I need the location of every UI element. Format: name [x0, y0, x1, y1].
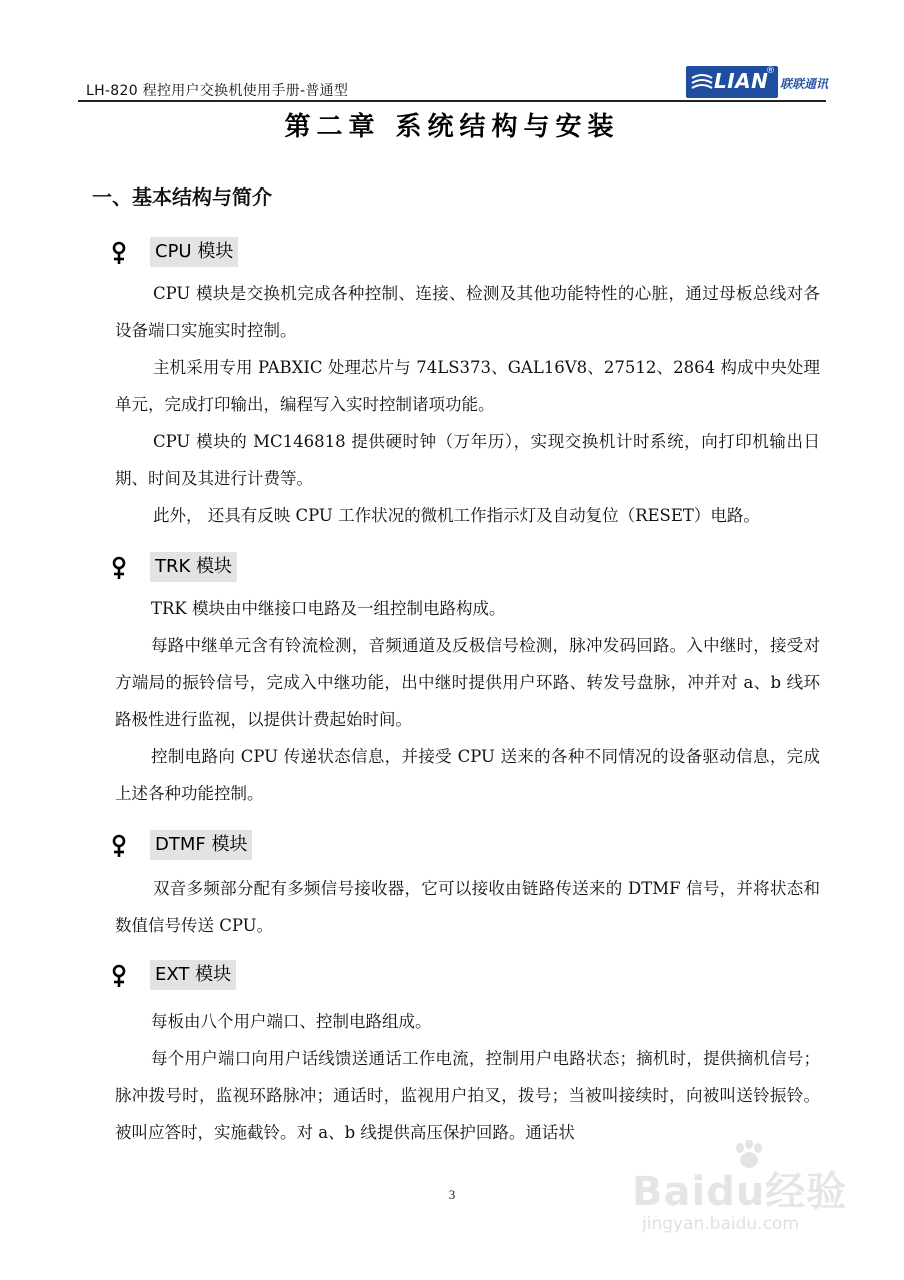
female-symbol-icon	[110, 556, 128, 580]
paragraph: 双音多频部分配有多频信号接收器，它可以接收由链路传送来的 DTMF 信号，并将状态和数值信号传送 CPU。	[115, 879, 820, 935]
company-logo	[686, 66, 829, 100]
paragraph: 主机采用专用 PABXIC 处理芯片与 74LS373、GAL16V8、27512、2864 构成中央处理单元，完成打印输出，编程写入实时控制诸项功能。	[115, 358, 820, 414]
paragraph: CPU 模块的 MC146818 提供硬时钟（万年历），实现交换机计时系统，向打印机输出日期、时间及其进行计费等。	[115, 432, 820, 488]
module-label: CPU 模块	[150, 237, 238, 267]
female-symbol-icon	[110, 834, 128, 858]
logo-badge	[686, 66, 778, 98]
paragraph: 每路中继单元含有铃流检测，音频通道及反极信号检测，脉冲发码回路。入中继时，接受对方端局的振铃信号，完成入中继功能，出中继时提供用户环路、转发号盘脉，冲并对 a、b 线环路极性进行监视，以提供计费起始时间。	[115, 636, 820, 729]
female-symbol-icon	[110, 964, 128, 988]
module-label: TRK 模块	[150, 552, 237, 582]
registered-mark: ®	[766, 66, 775, 76]
paragraph: 每板由八个用户端口、控制电路组成。	[151, 1012, 432, 1031]
module-label: DTMF 模块	[150, 830, 252, 860]
header-title: LH-820 程控用户交换机使用手册-普通型	[86, 83, 349, 99]
watermark-url: jingyan.baidu.com	[642, 1214, 799, 1234]
paragraph: CPU 模块是交换机完成各种控制、连接、检测及其他功能特性的心脏，通过母板总线对各设备端口实施实时控制。	[115, 284, 820, 340]
module-label: EXT 模块	[150, 960, 236, 990]
watermark-text: Baidu经验	[632, 1169, 848, 1215]
paragraph: 每个用户端口向用户话线馈送通话工作电流，控制用户电路状态；摘机时，提供摘机信号；脉冲拨号时，监视环路脉冲；通话时，监视用户拍叉，拨号；当被叫接续时，向被叫送铃振铃。被叫应答时，实施截铃。对 a、b 线提供高压保护回路。通话状	[115, 1049, 820, 1142]
page-header	[78, 66, 829, 102]
paragraph: TRK 模块由中继接口电路及一组控制电路构成。	[151, 599, 506, 618]
female-symbol-icon	[110, 241, 128, 265]
header-rule	[78, 100, 826, 102]
page-number: 3	[448, 1187, 456, 1202]
chapter-title: 第二章 系统结构与安装	[284, 112, 620, 142]
logo-cn-text: 联联通讯	[780, 77, 829, 91]
section-title: 一、基本结构与简介	[92, 185, 272, 209]
logo-text: LIAN	[714, 69, 769, 93]
baidu-watermark	[632, 1140, 848, 1240]
logo-swoosh-icon	[690, 70, 714, 94]
paragraph: 此外， 还具有反映 CPU 工作状况的微机工作指示灯及自动复位（RESET）电路。	[153, 506, 760, 525]
paragraph: 控制电路向 CPU 传递状态信息，并接受 CPU 送来的各种不同情况的设备驱动信息，完成上述各种功能控制。	[115, 747, 820, 803]
